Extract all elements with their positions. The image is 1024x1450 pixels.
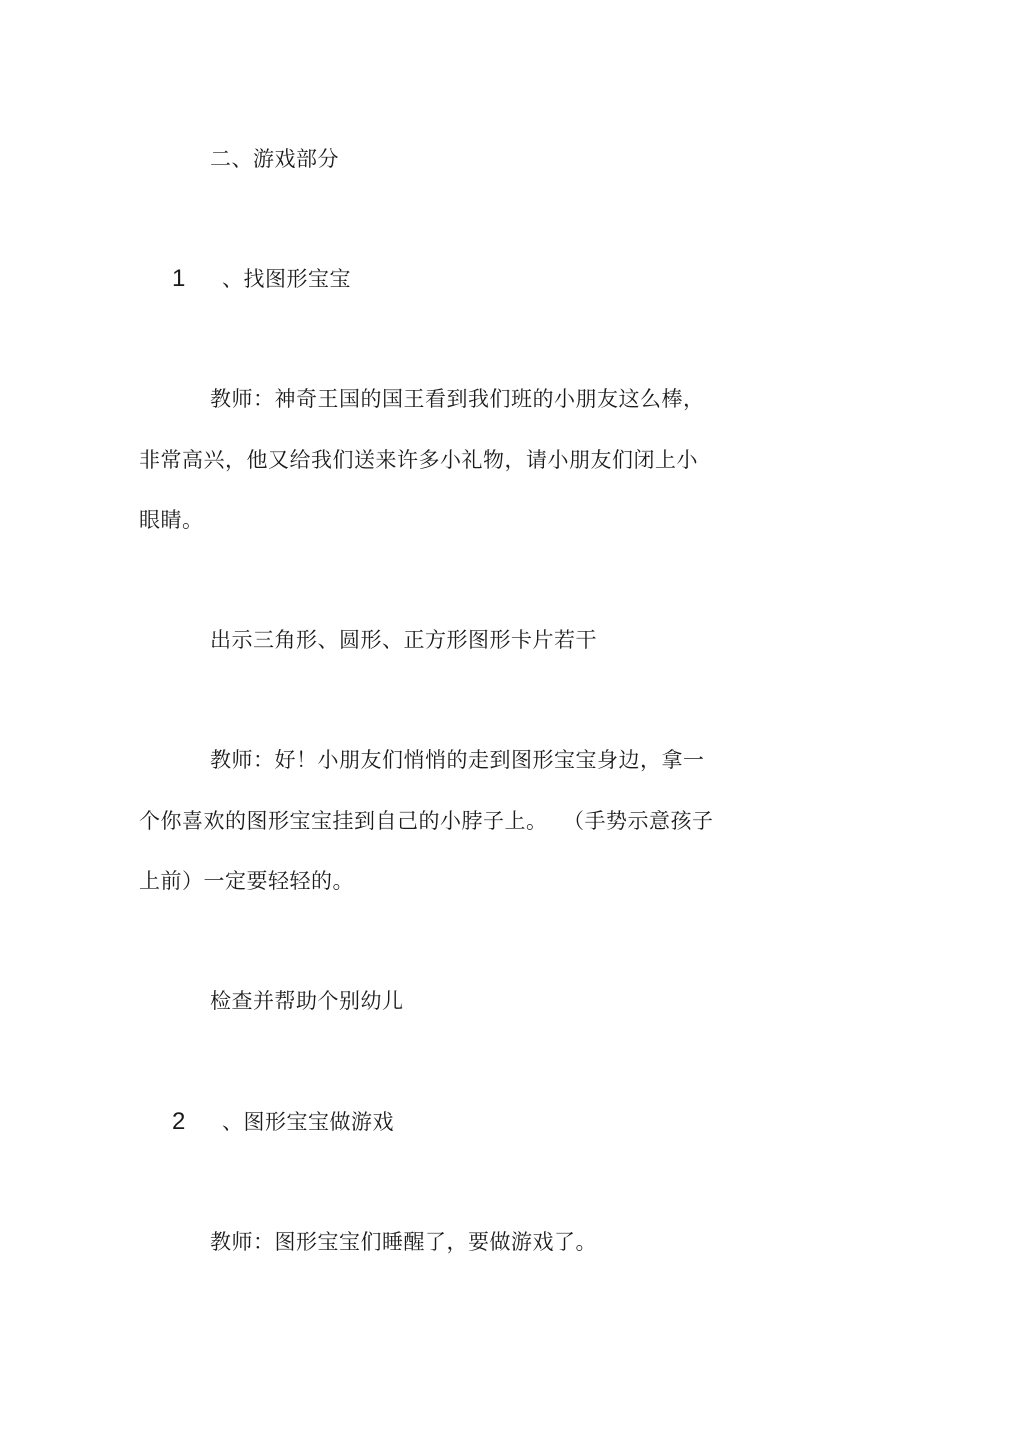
- paragraph-line: 教师：神奇王国的国王看到我们班的小朋友这么棒，: [210, 387, 705, 411]
- paragraph-check-help: 检查并帮助个别幼儿: [210, 989, 404, 1013]
- subsection-2-number: 2: [172, 1108, 186, 1135]
- paragraph-show-cards: 出示三角形、圆形、正方形图形卡片若干: [210, 628, 597, 652]
- subsection-1-number: 1: [172, 265, 186, 292]
- paragraph-line: 眼睛。: [139, 508, 204, 532]
- section-heading: 二、游戏部分: [210, 147, 339, 171]
- paragraph-line: 上前）一定要轻轻的。: [139, 869, 354, 893]
- paragraph-line: 教师：好！小朋友们悄悄的走到图形宝宝身边，拿一: [210, 748, 705, 772]
- subsection-1-title: 、找图形宝宝: [222, 267, 351, 291]
- paragraph-line: 非常高兴，他又给我们送来许多小礼物，请小朋友们闭上小: [139, 448, 698, 472]
- subsection-2-title: 、图形宝宝做游戏: [222, 1110, 394, 1134]
- paragraph-line: 个你喜欢的图形宝宝挂到自己的小脖子上。: [139, 809, 548, 833]
- paragraph-teacher-wake: 教师：图形宝宝们睡醒了，要做游戏了。: [210, 1230, 597, 1254]
- paragraph-line: （手势示意孩子: [563, 809, 714, 833]
